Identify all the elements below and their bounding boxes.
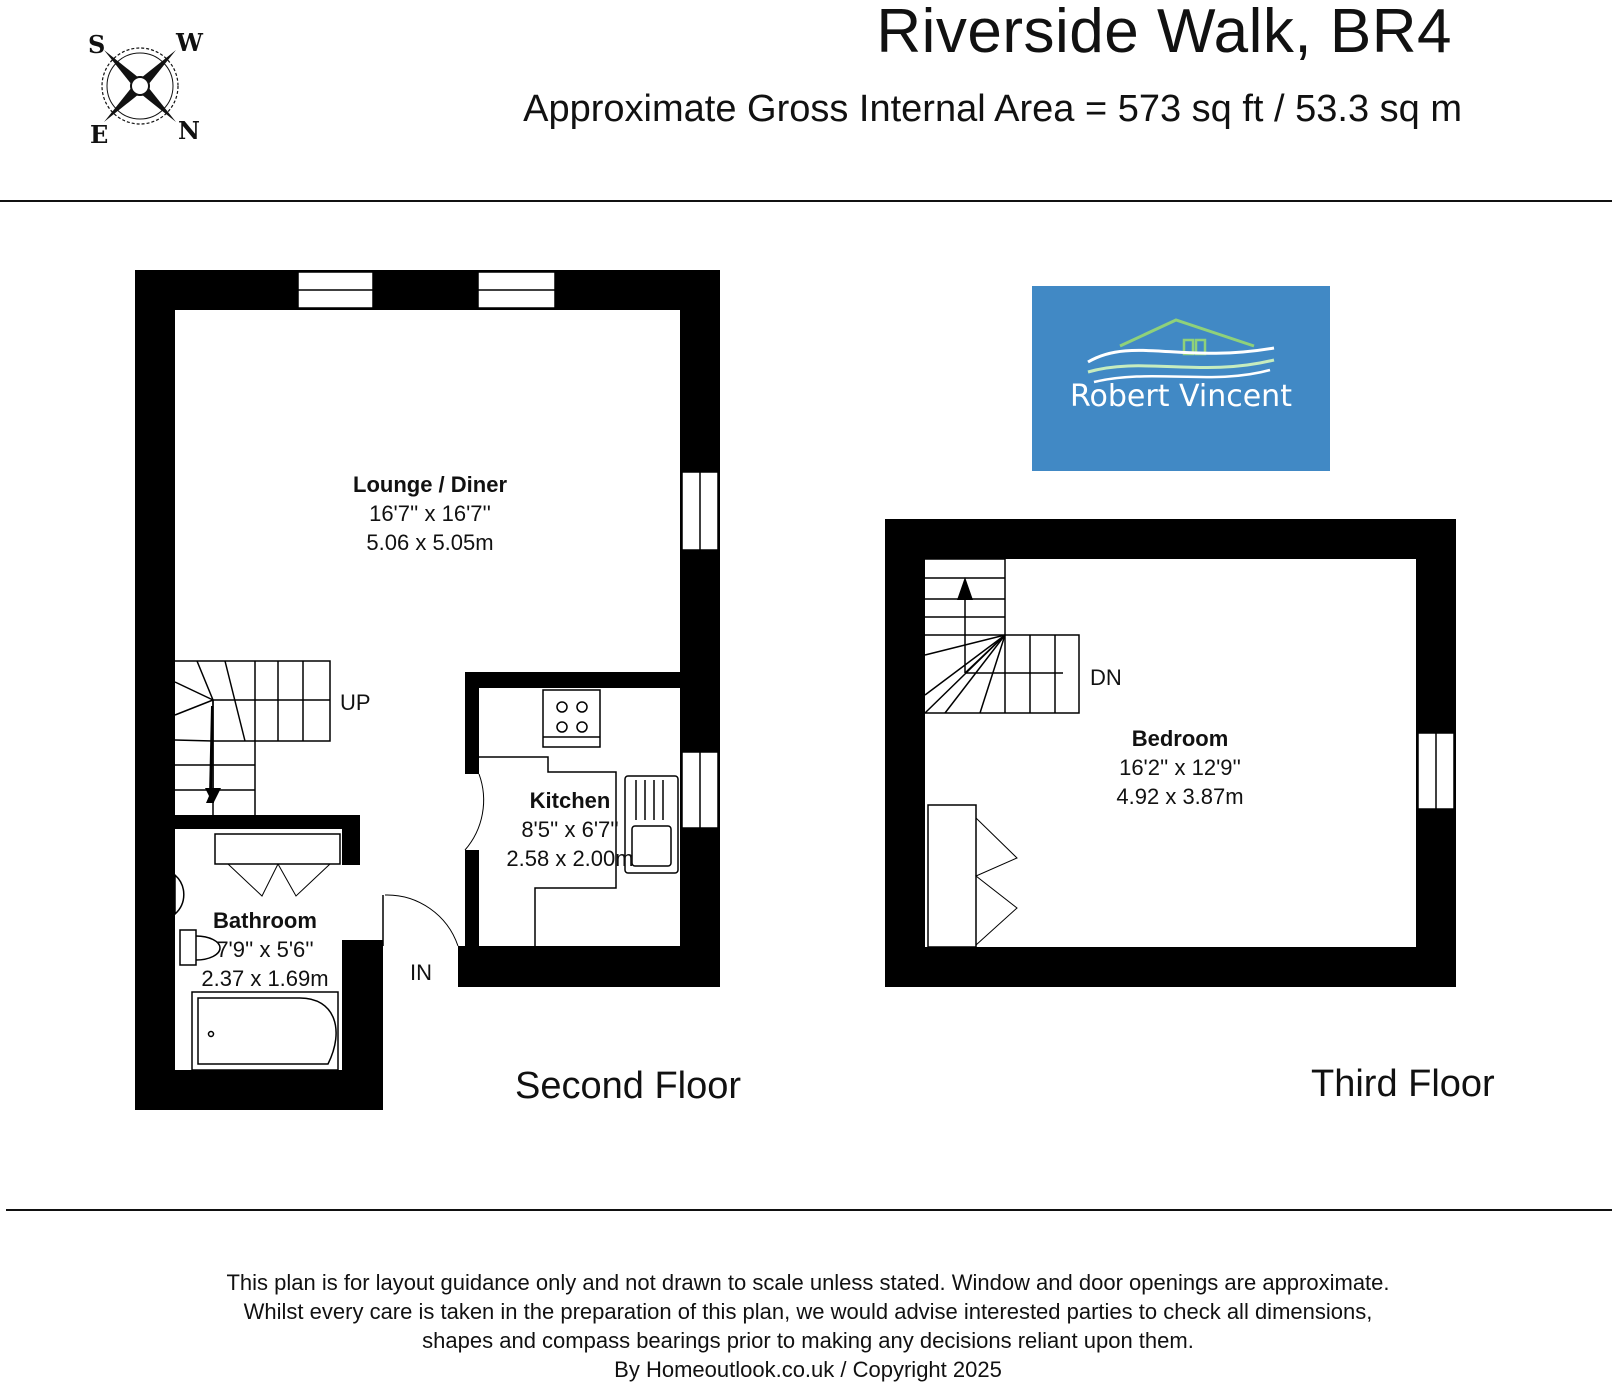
bathroom-corner-wall	[342, 815, 360, 865]
bath	[198, 998, 336, 1064]
room-size-imperial: 16'2'' x 12'9''	[1119, 755, 1241, 780]
kitchen-bottom-wall	[458, 946, 720, 987]
agent-logo	[1032, 286, 1330, 471]
hob	[543, 690, 600, 747]
entrance-label: IN	[410, 960, 432, 985]
room-size-imperial: 8'5'' x 6'7''	[521, 817, 619, 842]
third-floor-left-wall	[885, 519, 925, 987]
bathroom-right-wall	[342, 940, 383, 1110]
room-size-imperial: 16'7'' x 16'7''	[369, 501, 491, 526]
room-name: Bedroom	[1131, 726, 1229, 751]
compass-e: E	[90, 120, 109, 149]
room-name: Lounge / Diner	[353, 472, 507, 497]
room-label-lounge	[353, 470, 507, 557]
basin	[175, 875, 184, 914]
second-floor-stairs	[175, 661, 330, 815]
compass-n: N	[178, 116, 200, 145]
room-size-metric: 2.58 x 2.00m	[506, 846, 634, 871]
second-floor-left-wall	[135, 270, 175, 1110]
second-floor-right-wall	[680, 270, 720, 987]
entrance-door-swing	[385, 895, 458, 946]
toilet-cistern	[180, 930, 196, 965]
room-label-bedroom	[1116, 724, 1243, 811]
room-label-bathroom	[201, 906, 328, 993]
plan-title: Riverside Walk, BR4	[876, 0, 1452, 66]
bathroom-top-partition	[170, 815, 360, 829]
copyright-line: By Homeoutlook.co.uk / Copyright 2025	[614, 1357, 1002, 1382]
disclaimer-line-2: Whilst every care is taken in the preparation of this plan, we would advise interested parties to check all dimensions,	[243, 1299, 1373, 1324]
room-name: Bathroom	[213, 908, 317, 933]
disclaimer	[0, 1268, 1616, 1384]
bath-surround	[192, 992, 338, 1070]
kitchen-door-swing	[465, 774, 484, 850]
disclaimer-line-3: shapes and compass bearings prior to making any decisions reliant upon them.	[422, 1328, 1194, 1353]
bathroom-bifold-door	[228, 864, 278, 896]
room-size-metric: 5.06 x 5.05m	[366, 530, 494, 555]
compass-s: S	[88, 30, 106, 59]
room-size-metric: 4.92 x 3.87m	[1116, 784, 1244, 809]
room-size-imperial: 7'9'' x 5'6''	[216, 937, 314, 962]
logo-text: Robert Vincent	[1070, 379, 1292, 414]
gross-area-text: Approximate Gross Internal Area = 573 sq ft / 53.3 sq m	[523, 88, 1462, 130]
compass-w: W	[176, 28, 203, 57]
bathroom-cabinet	[215, 834, 340, 864]
stairs-up-arrow	[957, 577, 973, 600]
floor-label-second: Second Floor	[515, 1065, 742, 1107]
third-floor-stairs	[925, 559, 1079, 713]
third-floor-bottom-wall	[885, 947, 1456, 987]
kitchen-left-partition-lower	[465, 850, 479, 950]
stairs-up-label: UP	[340, 690, 371, 715]
room-size-metric: 2.37 x 1.69m	[201, 966, 329, 991]
room-label-kitchen	[506, 786, 633, 873]
room-name: Kitchen	[529, 788, 611, 813]
wardrobe	[928, 805, 976, 947]
disclaimer-line-1: This plan is for layout guidance only and not drawn to scale unless stated. Window and door openings are approximate.	[226, 1270, 1390, 1295]
kitchen-left-partition-upper	[465, 672, 479, 774]
third-floor-top-wall	[885, 519, 1456, 559]
second-floor-top-wall	[135, 270, 720, 310]
floor-label-third: Third Floor	[1311, 1063, 1495, 1105]
stairs-down-label: DN	[1090, 665, 1122, 690]
kitchen-top-partition	[465, 672, 720, 688]
